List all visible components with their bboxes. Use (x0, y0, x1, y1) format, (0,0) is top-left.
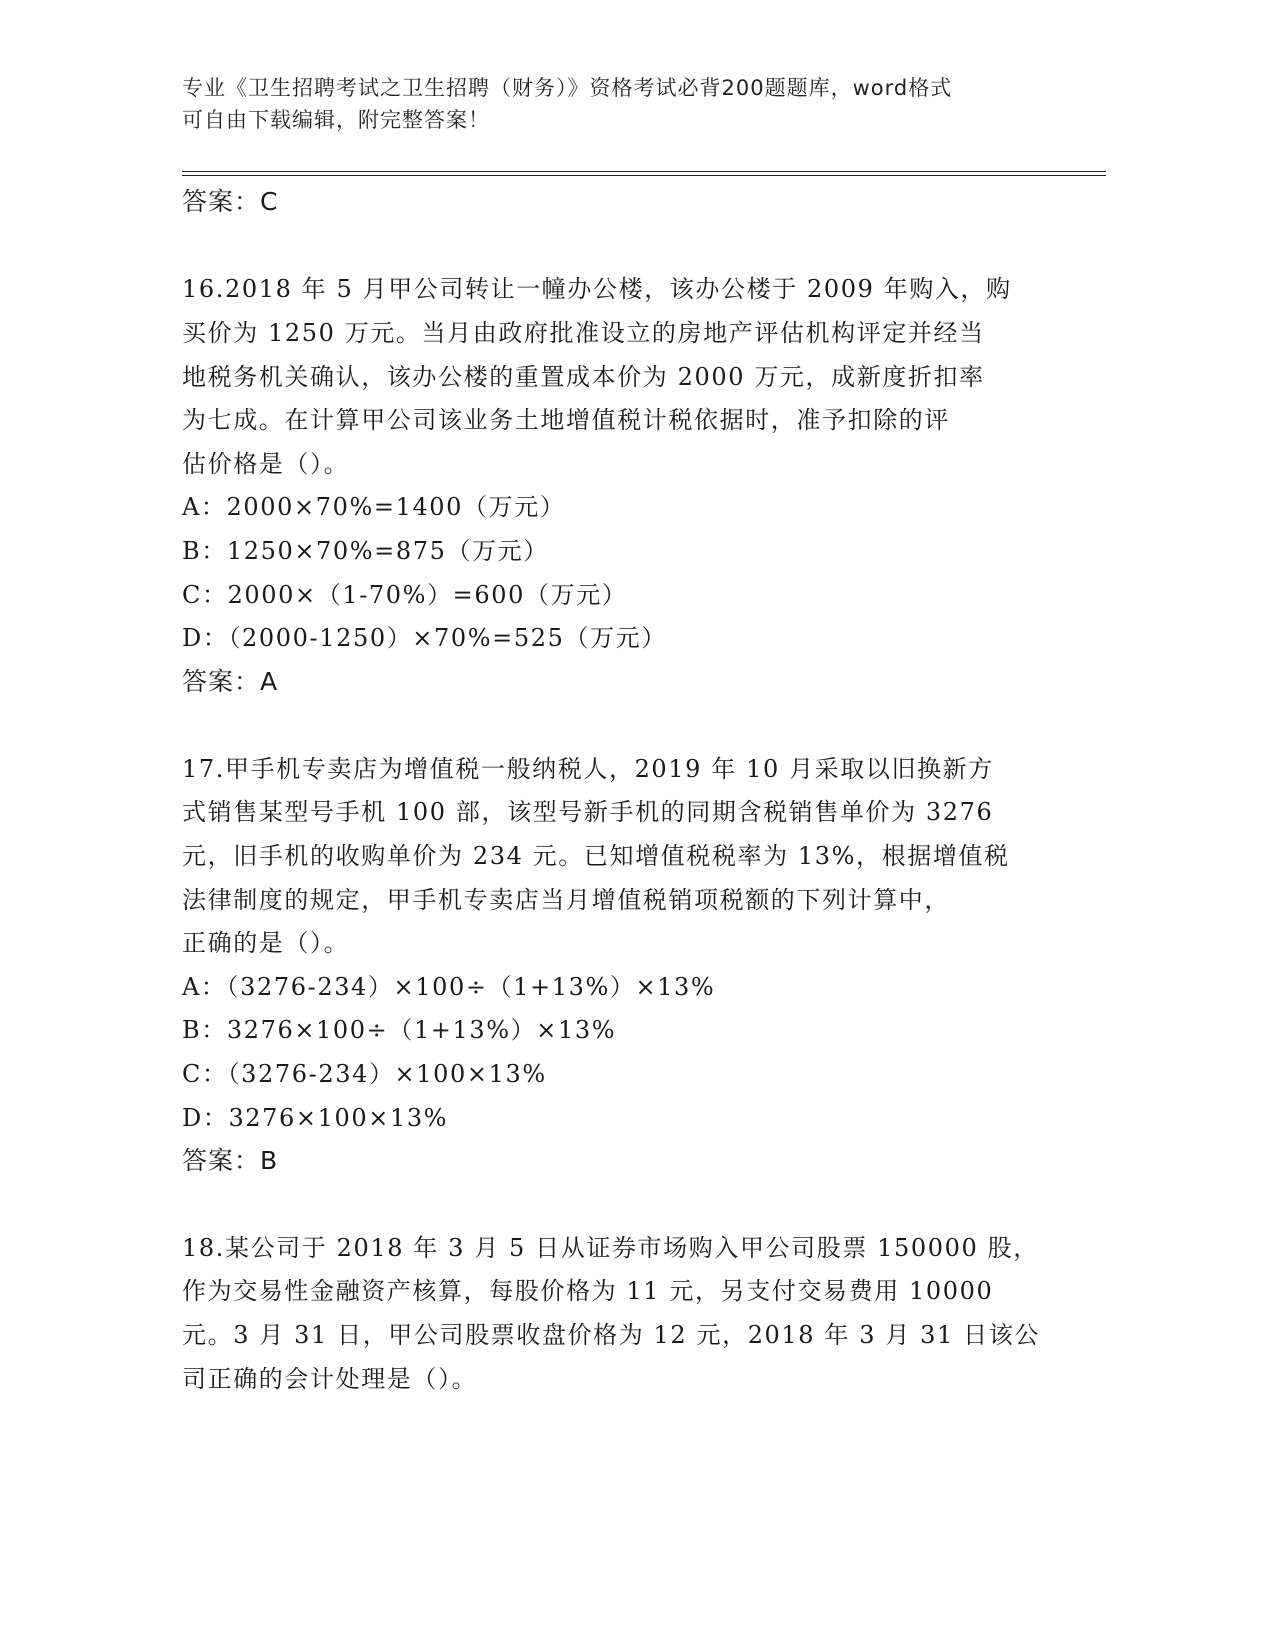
option-a: A：（3276-234）×100÷（1+13%）×13% (182, 973, 716, 1001)
header-line-1: 专业《卫生招聘考试之卫生招聘（财务）》资格考试必背200题题库，word格式 (182, 76, 953, 100)
option-d: D：3276×100×13% (182, 1104, 449, 1132)
option-c: C：2000×（1-70%）=600（万元） (182, 581, 628, 609)
document-header (182, 72, 1042, 136)
question-stem-line: 式销售某型号手机 100 部，该型号新手机的同期含税销售单价为 3276 (182, 798, 994, 826)
header-line-2: 可自由下载编辑，附完整答案！ (182, 108, 490, 132)
question-answer: 答案：A (182, 667, 279, 696)
header-divider-top (182, 171, 1106, 172)
question-stem-line: 地税务机关确认，该办公楼的重置成本价为 2000 万元，成新度折扣率 (182, 363, 985, 391)
question-stem-line: 司正确的会计处理是（）。 (182, 1365, 478, 1393)
header-divider-bottom (182, 175, 1106, 176)
question-stem-line: 法律制度的规定，甲手机专卖店当月增值税销项税额的下列计算中， (182, 886, 950, 914)
question-stem-line: 元，旧手机的收购单价为 234 元。已知增值税税率为 13%，根据增值税 (182, 842, 1010, 870)
previous-answer: 答案：C (182, 187, 279, 216)
question-stem-line: 买价为 1250 万元。当月由政府批准设立的房地产评估机构评定并经当 (182, 319, 985, 347)
question-stem-line: 元。3 月 31 日，甲公司股票收盘价格为 12 元，2018 年 3 月 31 日该公 (182, 1321, 1040, 1349)
option-c: C：（3276-234）×100×13% (182, 1060, 547, 1088)
question-stem-line: 作为交易性金融资产核算，每股价格为 11 元，另支付交易费用 10000 (182, 1277, 994, 1305)
question-stem-line: 正确的是（）。 (182, 929, 350, 957)
option-d: D：（2000-1250）×70%=525（万元） (182, 624, 667, 652)
question-stem-line: 16.2018 年 5 月甲公司转让一幢办公楼，该办公楼于 2009 年购入，购 (182, 275, 1012, 303)
question-stem-line: 18.某公司于 2018 年 3 月 5 日从证券市场购入甲公司股票 150000 股， (182, 1234, 1039, 1262)
option-b: B：1250×70%=875（万元） (182, 537, 549, 565)
option-b: B：3276×100÷（1+13%）×13% (182, 1016, 617, 1044)
question-stem-line: 估价格是（）。 (182, 450, 350, 478)
option-a: A：2000×70%=1400（万元） (182, 493, 566, 521)
question-stem-line: 17.甲手机专卖店为增值税一般纳税人，2019 年 10 月采取以旧换新方 (182, 755, 994, 783)
question-stem-line: 为七成。在计算甲公司该业务土地增值税计税依据时，准予扣除的评 (182, 406, 950, 434)
question-answer: 答案：B (182, 1146, 279, 1175)
